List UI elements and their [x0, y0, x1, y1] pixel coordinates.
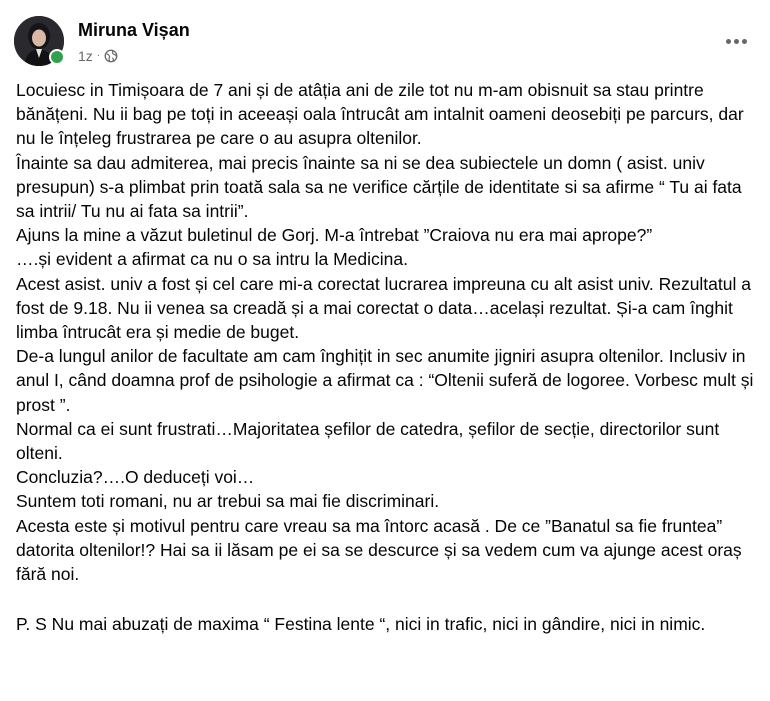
- avatar[interactable]: [14, 16, 64, 66]
- post-timestamp[interactable]: 1z: [78, 48, 93, 64]
- meta-separator: ·: [96, 50, 101, 61]
- online-status-dot: [49, 49, 65, 65]
- post-paragraph: Acest asist. univ a fost și cel care mi-a corectat lucrarea impreuna cu alt asist univ. Rezultatul a fost de 9.18. Nu ii venea sa creadă și a mai corectat o data…același rezultat. Și-a cam înghit limba întrucât era și medie de buget.: [16, 273, 751, 343]
- post-paragraph: Înainte sa dau admiterea, mai precis înainte sa ni se dea subiectele un domn ( asist. univ presupun) s-a plimbat prin toată sala sa ne verifice cărțile de identitate si sa afirme “ Tu ai fata sa intrii/ Tu nu ai fata sa intrii”.: [16, 152, 742, 222]
- post-ps: P. S Nu mai abuzați de maxima “ Festina lente “, nici in trafic, nici in gândire, nici in nimic.: [16, 614, 706, 635]
- post-paragraph: Suntem toti romani, nu ar trebui sa mai fie discriminari.: [16, 491, 440, 512]
- post-paragraph: Concluzia?….O deduceți voi…: [16, 467, 255, 488]
- post-text: [16, 78, 761, 636]
- author-name[interactable]: Miruna Vișan: [78, 20, 190, 40]
- globe-icon[interactable]: [104, 49, 118, 63]
- post-paragraph: ….și evident a afirmat ca nu o sa intru la Medicina.: [16, 249, 408, 270]
- post-paragraph: Normal ca ei sunt frustrati…Majoritatea șefilor de catedra, șefilor de secție, directorilor sunt olteni.: [16, 418, 720, 464]
- post-paragraph: Locuiesc in Timișoara de 7 ani și de atâția ani de zile tot nu m-am obisnuit sa stau printre bănățeni. Nu ii bag pe toți in aceeași oala întrucât am intalnit oameni deosebiți pe parcurs, dar nu le înțeleg frustrarea pe care o au asupra oltenilor.: [16, 80, 744, 149]
- post-paragraph: De-a lungul anilor de facultate am cam înghițit in sec anumite jigniri asupra oltenilor. Inclusiv in anul I, când doamna prof de psihologie a afirmat ca : “Oltenii suferă de logoree. Vorbesc mult și prost ”.: [16, 346, 754, 415]
- post-paragraph: Ajuns la mine a văzut buletinul de Gorj. M-a întrebat ”Craiova nu era mai aprope?”: [16, 225, 653, 246]
- more-options-icon[interactable]: [718, 28, 754, 54]
- post-paragraph: Acesta este și motivul pentru care vreau sa ma întorc acasă . De ce ”Banatul sa fie fruntea” datorita oltenilor!? Hai sa ii lăsam pe ei sa se descurce și sa vedem cum va ajunge acest oraș fără noi.: [16, 515, 742, 585]
- post-header: [14, 14, 756, 68]
- post-meta: [78, 48, 118, 64]
